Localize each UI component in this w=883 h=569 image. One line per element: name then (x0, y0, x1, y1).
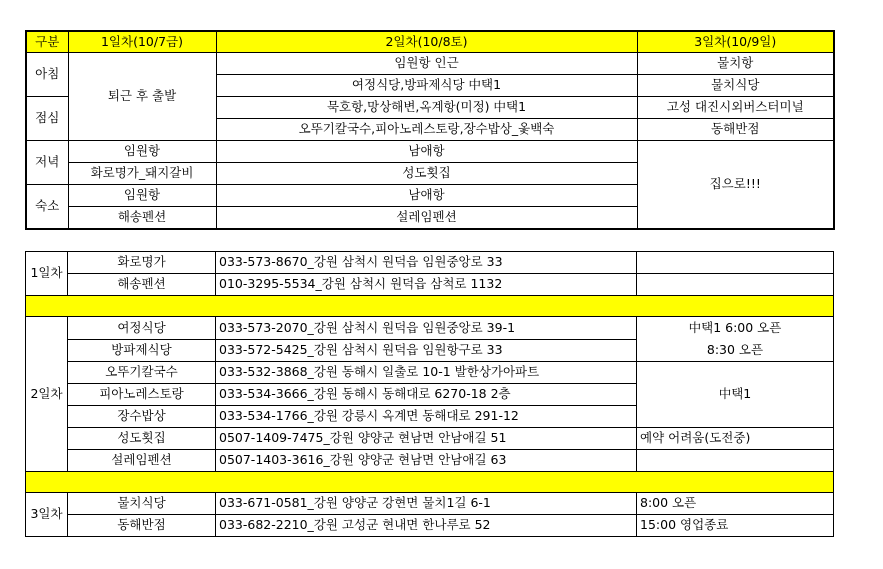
day1-dinner-restaurant: 화로명가_돼지갈비 (68, 163, 216, 185)
day2-dinner-restaurant: 성도횟집 (216, 163, 637, 185)
day2-lodging-name: 설레임펜션 (216, 207, 637, 230)
day1-meal: 퇴근 후 출발 (68, 53, 216, 141)
day-separator (26, 296, 834, 317)
day2-lunch-restaurant: 오뚜기칼국수,피아노레스토랑,장수밥상_옻백숙 (216, 119, 637, 141)
header-day2: 2일차(10/8토) (216, 31, 637, 53)
contact-address: 033-671-0581_강원 양양군 강현면 물치1길 6-1 (216, 493, 637, 515)
schedule-table (25, 30, 835, 230)
contact-address: 033-532-3868_강원 동해시 일출로 10-1 발한상가아파트 (216, 362, 637, 384)
day1-dinner-place: 임원항 (68, 141, 216, 163)
contact-address: 033-534-1766_강원 강릉시 옥계면 동해대로 291-12 (216, 406, 637, 428)
contact-name: 여정식당 (68, 317, 216, 340)
day2-lunch-place: 묵호항,망상해변,옥계항(미정) 中택1 (216, 97, 637, 119)
contact-name: 성도횟집 (68, 428, 216, 450)
day3-breakfast-place: 물치항 (637, 53, 834, 75)
day2-breakfast-place: 임원항 인근 (216, 53, 637, 75)
contact-note: 8:00 오픈 (637, 493, 834, 515)
day2-breakfast-note-line1: 中택1 6:00 오픈 (688, 320, 782, 335)
contact-address: 010-3295-5534_강원 삼척시 원덕읍 삼척로 1132 (216, 274, 637, 296)
contact-note-empty (637, 252, 834, 274)
contact-address: 033-534-3666_강원 동해시 동해대로 6270-18 2층 (216, 384, 637, 406)
day2-dinner-place: 남애항 (216, 141, 637, 163)
schedule-header-row (26, 31, 834, 53)
contact-address: 033-572-5425_강원 삼척시 원덕읍 임원항구로 33 (216, 339, 637, 362)
contact-name: 장수밥상 (68, 406, 216, 428)
table-row (26, 362, 834, 384)
category-lunch: 점심 (26, 97, 68, 141)
day3-lunch-place: 고성 대진시외버스터미널 (637, 97, 834, 119)
day2-breakfast-note-line2: 8:30 오픈 (706, 342, 764, 357)
contacts-day1-label: 1일차 (26, 252, 68, 296)
contact-address: 033-573-2070_강원 삼척시 원덕읍 임원중앙로 39-1 (216, 317, 637, 340)
contacts-table (25, 251, 834, 537)
table-row (26, 252, 834, 274)
contact-name: 화로명가 (68, 252, 216, 274)
day3-evening: 집으로!!! (637, 141, 834, 230)
category-lodging: 숙소 (26, 185, 68, 230)
day2-breakfast-note (637, 317, 834, 362)
day2-lunch-note: 中택1 (637, 362, 834, 428)
contact-name: 동해반점 (68, 515, 216, 537)
contact-name: 피아노레스토랑 (68, 384, 216, 406)
contact-name: 해송펜션 (68, 274, 216, 296)
day3-lunch-restaurant: 동해반점 (637, 119, 834, 141)
header-category: 구분 (26, 31, 68, 53)
table-row (26, 450, 834, 472)
day2-breakfast-restaurant: 여정식당,방파제식당 中택1 (216, 75, 637, 97)
table-row (26, 493, 834, 515)
contact-name: 설레임펜션 (68, 450, 216, 472)
contact-address: 033-682-2210_강원 고성군 현내면 한나루로 52 (216, 515, 637, 537)
contacts-day2-label: 2일차 (26, 317, 68, 472)
day2-dinner-note: 예약 어려움(도전중) (637, 428, 834, 450)
contact-address: 0507-1409-7475_강원 양양군 현남면 안남애길 51 (216, 428, 637, 450)
day-separator (26, 472, 834, 493)
header-day1: 1일차(10/7금) (68, 31, 216, 53)
contact-address: 0507-1403-3616_강원 양양군 현남면 안남애길 63 (216, 450, 637, 472)
table-row (26, 515, 834, 537)
contact-name: 물치식당 (68, 493, 216, 515)
table-row (26, 317, 834, 340)
contact-name: 오뚜기칼국수 (68, 362, 216, 384)
contact-address: 033-573-8670_강원 삼척시 원덕읍 임원중앙로 33 (216, 252, 637, 274)
table-row (26, 428, 834, 450)
contact-name: 방파제식당 (68, 339, 216, 362)
day1-lodging-name: 해송펜션 (68, 207, 216, 230)
day1-lodging-place: 임원항 (68, 185, 216, 207)
category-dinner: 저녁 (26, 141, 68, 185)
contact-note-empty (637, 450, 834, 472)
day2-lodging-place: 남애항 (216, 185, 637, 207)
contacts-day3-label: 3일차 (26, 493, 68, 537)
day3-breakfast-restaurant: 물치식당 (637, 75, 834, 97)
contact-note-empty (637, 274, 834, 296)
header-day3: 3일차(10/9일) (637, 31, 834, 53)
table-row (26, 274, 834, 296)
contact-note: 15:00 영업종료 (637, 515, 834, 537)
category-breakfast: 아침 (26, 53, 68, 97)
